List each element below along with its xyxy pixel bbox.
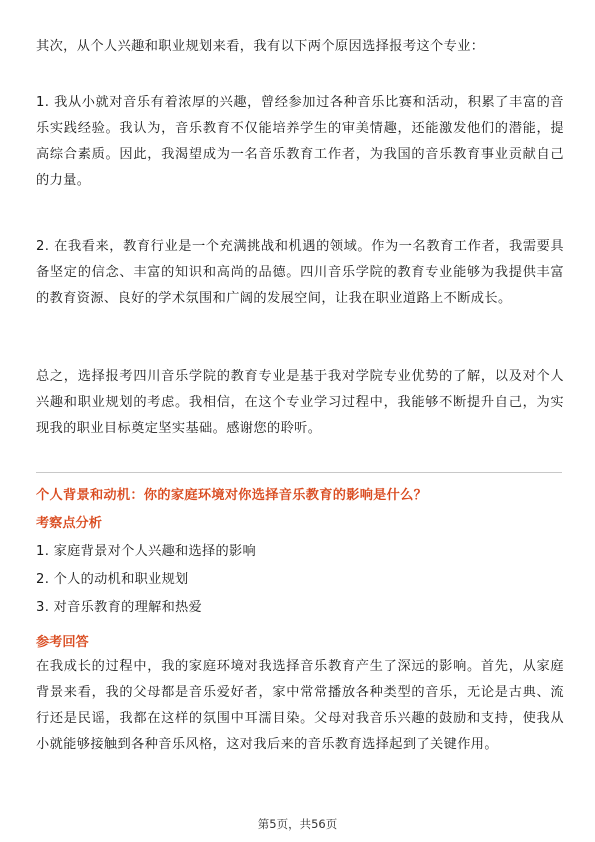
question-heading: 个人背景和动机：你的家庭环境对你选择音乐教育的影响是什么？ (36, 488, 428, 503)
page-number: 第5页，共56页 (257, 817, 338, 831)
list-item: 1. 家庭背景对个人兴趣和选择的影响 (36, 544, 256, 559)
section-divider (36, 472, 562, 473)
answer-title: 参考回答 (36, 635, 89, 650)
paragraph-reason-1: 1. 我从小就对音乐有着浓厚的兴趣，曾经参加过各种音乐比赛和活动，积累了丰富的音乐实践经验。我认为，音乐教育不仅能培养学生的审美情趣，还能激发他们的潜能，提高综合素质。因此，我渴望成为一名音乐教育工作者，为我国的音乐教育事业贡献自己的力量。 (36, 95, 564, 188)
paragraph-reason-2: 2. 在我看来，教育行业是一个充满挑战和机遇的领域。作为一名教育工作者，我需要具备坚定的信念、丰富的知识和高尚的品德。四川音乐学院的教育专业能够为我提供丰富的教育资源、良好的学术氛围和广阔的发展空间，让我在职业道路上不断成长。 (36, 239, 564, 306)
analysis-title: 考察点分析 (36, 516, 102, 531)
list-item: 3. 对音乐教育的理解和热爱 (36, 600, 203, 615)
answer-paragraph: 在我成长的过程中，我的家庭环境对我选择音乐教育产生了深远的影响。首先，从家庭背景来看，我的父母都是音乐爱好者，家中常常播放各种类型的音乐，无论是古典、流行还是民谣，我都在这样的氛围中耳濡目染。父母对我音乐兴趣的鼓励和支持，使我从小就能够接触到各种音乐风格，这对我后来的音乐教育选择起到了关键作用。 (36, 659, 564, 752)
paragraph-intro: 其次，从个人兴趣和职业规划来看，我有以下两个原因选择报考这个专业： (36, 39, 485, 54)
analysis-list (36, 538, 256, 622)
list-item: 2. 个人的动机和职业规划 (36, 572, 189, 587)
paragraph-conclusion: 总之，选择报考四川音乐学院的教育专业是基于我对学院专业优势的了解，以及对个人兴趣和职业规划的考虑。我相信，在这个专业学习过程中，我能够不断提升自己，为实现我的职业目标奠定坚实基础。感谢您的聆听。 (36, 369, 564, 436)
